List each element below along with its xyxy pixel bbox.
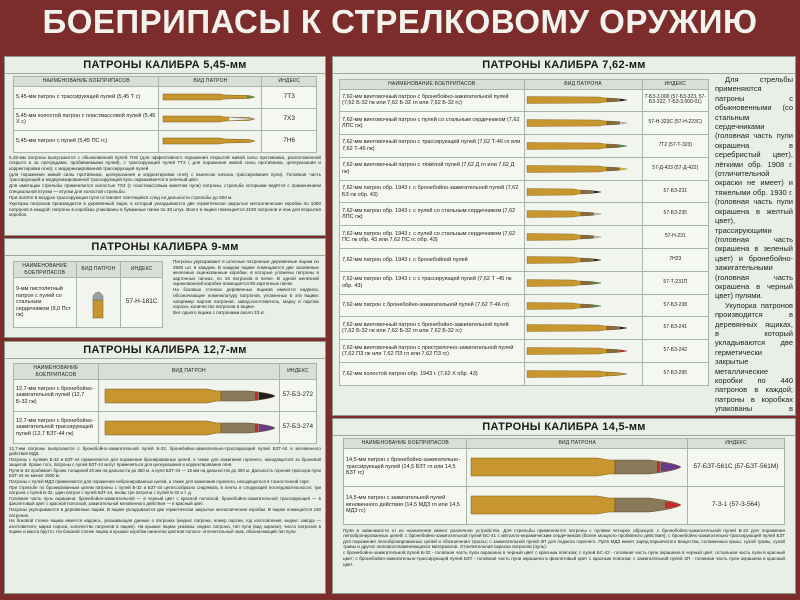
table-row: 12,7-мм патрон с бронебойно-зажигательной трассирующей пулей (12,7 БЗТ-44 гж) 57-БЗ-274 <box>14 412 317 444</box>
table-cal-145: НАИМЕНОВАНИЕ БОЕПРИПАСОВ ВИД ПАТРОНА ИНДЕКС 14,5-мм патрон с бронебойно-зажигательно-трассирующей пулей (14,5 БЗТ гл или 14,5 БЗТ гс) 57-БЗТ-561С (57-БЗТ-561М) 14,5-мм патрон с зажигательной пулей мгновенного действия (14,5 МДЗ гл или 14,5 МДЗ гс) 7-З-1 (57-З-564) <box>343 438 785 525</box>
table-row: 7,62-мм холостой патрон обр. 1943 г. (7,62 Х обр. 43) 57-БЗ-295 <box>340 363 709 386</box>
cartridge-image <box>524 89 642 112</box>
cartridge-image <box>159 86 262 108</box>
col-name: НАИМЕНОВАНИЕ БОЕПРИПАСОВ <box>14 77 159 87</box>
cartridge-image <box>524 249 642 272</box>
cartridge-image <box>98 380 279 412</box>
table-cal-545 <box>13 76 317 153</box>
cartridge-image <box>524 112 642 135</box>
cartridge-image <box>524 226 642 249</box>
cartridge-image <box>524 363 642 386</box>
panel-cal-145 <box>332 418 796 594</box>
cartridge-image <box>524 317 642 340</box>
table-row: 5,45-мм патрон с пулей (5,45 ПС гс) 7Н6 <box>14 130 317 152</box>
table-row: 7,62-мм винтовочный патрон с пулей со стальным сердечником (7,62 ЛПС гж) 57-Н-323С (57-Н-223С) <box>340 112 709 135</box>
col-index: ИНДЕКС <box>262 77 317 87</box>
table-row: 7,62-мм винтовочный патрон с бронебойно-зажигательной пулей (7,62 Б-32 гж или 7,62 Б-32 гл или 7,62 Б-32 гс) 7-БЗ-3.000 (57-БЗ-323, 57-БЗ-322, 7-БЗ-3.000-01) <box>340 89 709 112</box>
cartridge-image <box>467 448 688 486</box>
table-row: 7,62-мм патрон с бронебойно-зажигательной пулей (7,62 Т-46 гл) 57-БЗ-238 <box>340 294 709 317</box>
cartridge-image <box>524 180 642 203</box>
panel-title: ПАТРОНЫ КАЛИБРА 14,5-мм <box>333 419 795 436</box>
table-row: 9-мм пистолетный патрон с пулей со стальным сердечником (9,0 Пст гж) 57-Н-181С <box>14 278 163 328</box>
side-text-762: Для стрельбы применяются патроны с обыкновенными (со стальным сердечниками (головная часть пули окрашена в серебристый цвет), лёгкими обр. 1908 г. (отличительной окраски не имеет) и тяжелыми обр. 1930 г. (головная часть пули окрашена в желтый цвет), трассирующими (головная часть окрашена в зеленый цвет) и бронебойно-зажигательными (головная часть окрашена в черный цвет) пулями. Укупорка патронов производится в деревянных ящиках, в который укладываются две герметически закрытые металлические коробки по 440 патронов в каждой; патроны в коробках упакованы в <box>715 75 793 414</box>
panel-cal-127 <box>4 341 326 594</box>
cartridge-image <box>524 294 642 317</box>
table-row: 14,5-мм патрон с бронебойно-зажигательно-трассирующей пулей (14,5 БЗТ гл или 14,5 БЗТ гс) 57-БЗТ-561С (57-БЗТ-561М) <box>344 448 785 486</box>
table-cal-9: НАИМЕНОВАНИЕ БОЕПРИПАСОВ ВИД ПАТРОН ИНДЕКС 9-мм пистолетный патрон с пулей со стальным сердечником (9,0 Пст гж) 57-Н-181С <box>13 261 163 328</box>
panel-cal-762 <box>332 56 796 416</box>
panel-cal-9 <box>4 238 326 338</box>
cartridge-image <box>98 412 279 444</box>
description-127: 12,7-мм патроны выпускаются с бронебойно-зажигательной пулей Б-32, бронебойно-зажигательно-трассирующей пулей БЗТ-44 и мгновенного действия МДЗ. Патроны с пулями Б-32 и БЗТ-44 применяются для поражения бронированных целей, а также для зажигания горючего, находящегося за броневой защитой. Кроме того, патроны с пулей БЗТ-44 могут применяться для целеуказания и корректирования огня. Пуля Б-32 пробивает броню толщиной 20 мм на дальности до 350 м, а пуля БЗТ-44 — 15 мм на дальностях до 300 м. Дальность горения трассера пули БЗТ-44 не менее 1500 м. Патроны с пулей МДЗ применяются для поражения небронированных целей, а также для зажигания горючего, находящегося в тонкостенной таре. При стрельбе по бронированным целям патроны с пулей Б-32 и БЗТ-44 целесообразно снаряжать в ленты в следующей последовательности: три патрона с пулей Б-32, один патрон с пулей БЗТ-44, вновь три патрона с пулей Б-32 и т. д. Головная часть пуль окрашена: бронебойно-зажигательной — в черный цвет с красной полоской, бронебойно-зажигательной трассирующей — в фиолетовый цвет с красной полоской, зажигательной мгновенного действия — в красный цвет. Патроны укупориваются в деревянные ящики. В ящике укладываются две герметически закрытые металлические коробки. В ящике помещается 160 патронов. На боковой стенке ящика имеется надпись, указывающая данные о патронах (индекс патрона, номер партии, год изготовления, индекс завода — изготовителя, марка пороха, количество патронов в ящике). На крышке ящика указаны: индекс патрона, тип пули (вид окраски), число патронов в ящике и масса брутто. На боковой стенке ящика и крышке коробки нанесена цветная полоса- отличительный знак, обозначающий тип пули. <box>9 446 321 534</box>
panel-cal-545 <box>4 56 326 236</box>
table-cal-127: НАИМЕНОВАНИЕ БОЕПРИПАСОВ ВИД ПАТРОН ИНДЕКС 12,7-мм патрон с бронебойно-зажигательной пулей (12,7 Б-32 гж) 57-БЗ-272 12,7-мм патрон с бронебойно-зажигательной трассирующей пулей (12,7 БЗТ-44 гж) 57-БЗ-274 <box>13 363 317 444</box>
cartridge-image <box>524 135 642 158</box>
page-title: БОЕПРИПАСЫ К СТРЕЛКОВОМУ ОРУЖИЮ <box>42 3 758 40</box>
cartridge-image <box>524 271 642 294</box>
table-row: 7,62-мм патрон обр. 1943 г. с пулей со стальным сердечником (7,62 ПС гж обр. 43 или 7,62 ПС гс обр. 43) 57-Н-231 <box>340 226 709 249</box>
cartridge-image <box>524 203 642 226</box>
cartridge-image <box>524 157 642 180</box>
cartridge-image <box>159 130 262 152</box>
table-row: 7,62-мм патрон обр. 1943 г. с бронебойно-зажигательной пулей (7,62 БЗ гж обр. 43) 57-БЗ-231 <box>340 180 709 203</box>
table-row: 14,5-мм патрон с зажигательной пулей мгновенного действия (14,5 МДЗ гл или 14,5 МДЗ гс) 7-З-1 (57-З-564) <box>344 486 785 524</box>
table-row: 7,62-мм патрон обр. 1943 г. с бронебойной пулей 7Н23 <box>340 249 709 272</box>
description-145: Пули в зависимости от их назначения имеют различное устройство. Для стрельбы применяются патроны с пулями четырех образцов: с бронебойно-зажигательной пулей Б-32 для поражения легкобронированных целей; с бронебойно-зажигательной пулей БС-41 с металло-керамическим сердечником (более мощного пробивного действия); с бронебойно-зажигательно-трассирующей пулей БЗТ для поражения легкобронированных целей и обозначения трассы; с зажигательной пулей ЗП для поджога горючего. Пуля МДЗ имеет заряд взрывчатого вещества; соломенных крыш, сухой травы, сухой травы и других легковоспламеняющихся материалов. Отличительная окраска патронов (пуль): с бронебойно-зажигательной пулей Б-32 - головная часть пули окрашена в черный цвет с красным пояском; с пулей БС-42 - головная часть пули окрашена в черный цвет, остальная часть пули в красный цвет; с бронебойно-зажигательно-трассирующей пулей БЗТ - головная часть пули окрашена в фиолетовый цвет с красным пояском; с зажигательной пулей ЗП - головная часть пули окрашена в красный цвет. <box>343 527 785 567</box>
panel-title: ПАТРОНЫ КАЛИБРА 9-мм <box>5 239 325 256</box>
panel-title: ПАТРОНЫ КАЛИБРА 5,45-мм <box>5 57 325 74</box>
table-row: 12,7-мм патрон с бронебойно-зажигательной пулей (12,7 Б-32 гж) 57-БЗ-272 <box>14 380 317 412</box>
cartridge-image <box>76 278 121 328</box>
cartridge-image <box>524 340 642 363</box>
table-row: 5,45-мм холостой патрон с пластмассовой пулей (5,45 Х с) 7Х3 <box>14 108 317 130</box>
table-row: 5,45-мм патрон с трассирующей пулей (5,45 Т с) 7Т3 <box>14 86 317 108</box>
page-header <box>0 0 800 44</box>
table-row: 7,62-мм винтовочный патрон с бронебойно-зажигательной пулей (7,62 Б-32 гж или 7,62 Б-32 гл или 7,62 Б-32 гс) 57-БЗ-241 <box>340 317 709 340</box>
table-row: 7,62-мм винтовочный патрон с тяжёлой пулей (7,62 Д гл или 7,62 Д гж) 57-Д-423 (57-Д-422) <box>340 157 709 180</box>
panel-title: ПАТРОНЫ КАЛИБРА 12,7-мм <box>5 342 325 359</box>
table-row: 7,62-мм винтовочный патрон с пристрелочно-зажигательной пулей (7,62 ПЗ гж или 7,62 ПЗ гл или 7,62 ПЗ гс) 57-БЗ-242 <box>340 340 709 363</box>
table-row: 7,62-мм патрон обр. 1943 г. с с трассирующей пулей (7,62 Т -45 гж обр. 43) 57-Т-231П <box>340 271 709 294</box>
col-pic: ВИД ПАТРОН <box>159 77 262 87</box>
description-545: 5,45-мм патроны выпускаются с обыкновенной пулей 7Н6 (для эффективного поражения открытой живой силы противника, расположенной открыто и за преградами, пробиваемыми пулей), с трассирующей пулей 7Т3 ( для поражения живой силы противника, целеуказания и корректировки огня), с модернизированной трассирующей пулей (для поражения живой силы противника, целеуказания и корректировки огня) с вынесом начала трассирования пули). Головная часть трассирующей и модернизированной трассирующей пуль окрашивается в зеленый цвет. Для имитации стрельбы применяются холостые 7Х3 (с пластмассовым макетом пули) патроны, стрельба которыми ведётся с применением специальной втулки — втулки для холостой стрельбы. При полёте в воздухе трассирующая пуля оставляет светящийся след на дальности стрельбы до 800 м. Укупорка патронов производится в деревянный ящик, в который укладываются две герметически закрытые металлические коробки по 1080 патронов в каждой; патроны в коробках упакованы в бумажные пачки по 30 штук. Всего в ящике помещается 2160 патронов и нож для вскрытия коробок. <box>9 154 321 218</box>
panel-title: ПАТРОНЫ КАЛИБРА 7,62-мм <box>333 57 795 74</box>
description-9: Патроны укупоривают в штатные патронные деревянные ящики по 2560 шт. в каждом. В каждом ящике помещаются две запаянные железные оцинкованные коробки, в которые уложены патроны в картонных пачках, по 16 патронов в пачке. В одной железной оцинкованной коробке помещается 80 картонных пачек. На боковых стенках деревянных ящиков имеются надписи, обозначающие номенклатуру патронов, уложенных в эти ящики: например партия патронов, завод-изготовитель, марку и партию пороха, количество патронов в ящике. Вес одного ящика с патронами около 33 кг. <box>173 259 319 316</box>
table-row: 7,62-мм патрон обр. 1943 г. с пулей со стальным сердечником (7,62 ЛПС гж) 57-БЗ-235 <box>340 203 709 226</box>
cartridge-image <box>467 486 688 524</box>
table-cal-762: НАИМЕНОВАНИЕ БОЕПРИПАСОВ ВИД ПАТРОНА ИНДЕКС 7,62-мм винтовочный патрон с бронебойно-зажигательной пулей (7,62 Б-32 гж или 7,62 Б-32 гл или 7,62 Б-32 гс) 7-БЗ-3.000 (57-БЗ-323, 57-БЗ-322, 7-БЗ-3.000-01) 7,62-мм винтовочный патрон с пулей со стальным сердечником (7,62 ЛПС гж) 57-Н-323С (57-Н-223С) 7,62-мм винтовочный патрон с трассирующей пулей (7,62 Т-46 гл или 7,62 Т-46 гж) 7Т2 (57-Т-323) 7,62-мм винтовочный патрон с тяжёлой пулей (7,62 Д гл или 7,62 Д гж) 57-Д-423 (57-Д-422) 7,62-мм патрон обр. 1943 г. с бронебойно-зажигательной пулей (7,62 БЗ гж обр. 43) 57-БЗ-231 7,62-мм патрон обр. 1943 г. с пулей со стальным сердечником (7,62 ЛПС гж) 57-БЗ-235 7,62-мм патрон обр. 1943 г. с пулей со стальным сердечником (7,62 ПС гж обр. 43 или 7,62 ПС гс обр. 43) 57-Н-231 7,62-мм патрон обр. 1943 г. с бронебойной пулей 7Н23 7,62-мм патрон обр. 1943 г. с с трассирующей пулей (7,62 Т -45 гж обр. 43) 57-Т-231П 7,62-мм патрон с бронебойно-зажигательной пулей (7,62 Т-46 гл) 57-БЗ-238 7,62-мм винтовочный патрон с бронебойно-зажигательной пулей (7,62 Б-32 гж или 7,62 Б-32 гл или 7,62 Б-32 гс) 57-БЗ-241 7,62-мм винтовочный патрон с пристрелочно-зажигательной пулей (7,62 ПЗ гж или 7,62 ПЗ гл или 7,62 ПЗ гс) 57-БЗ-242 7,62-мм холостой патрон обр. 1943 г. (7,62 Х обр. 43) 57-БЗ-295 <box>339 79 709 386</box>
cartridge-image <box>159 108 262 130</box>
table-row: 7,62-мм винтовочный патрон с трассирующей пулей (7,62 Т-46 гл или 7,62 Т-46 гж) 7Т2 (57-Т-323) <box>340 135 709 158</box>
